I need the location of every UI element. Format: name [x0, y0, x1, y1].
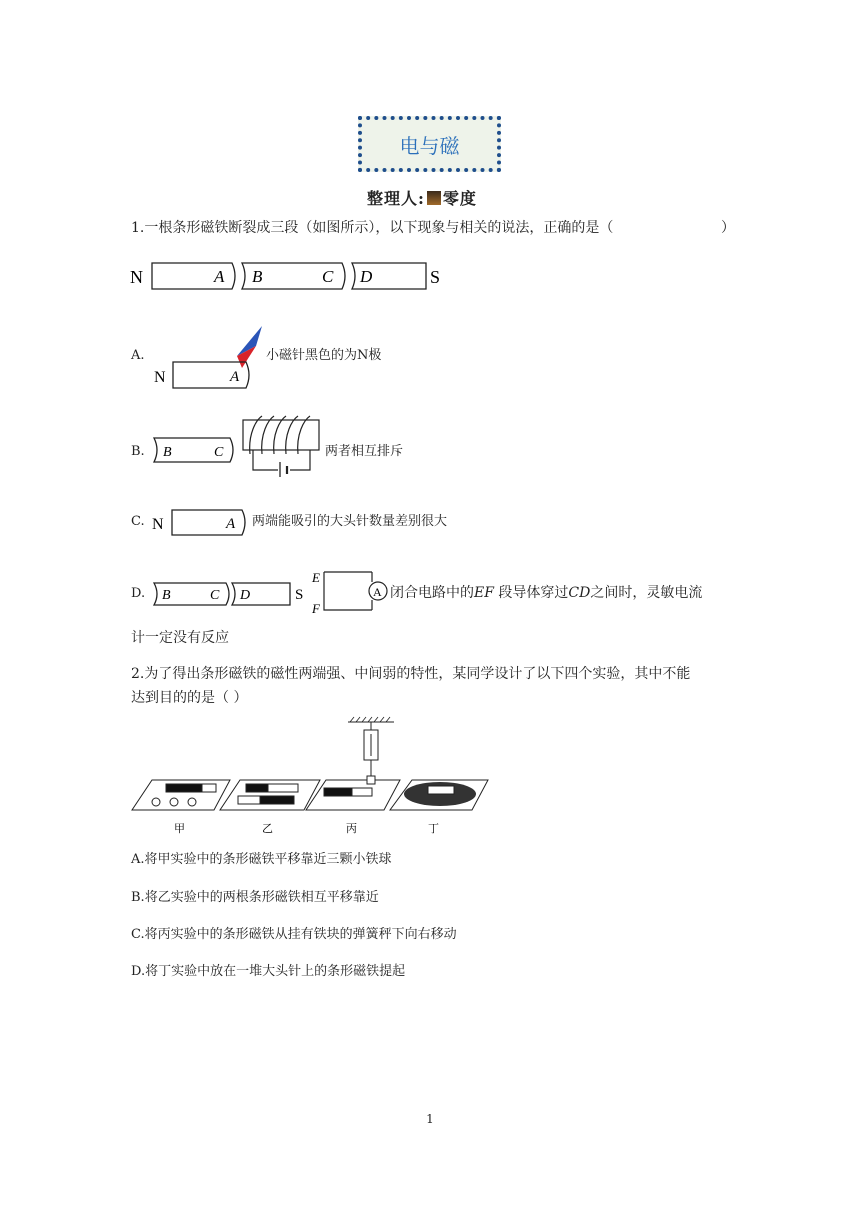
label-b: B	[252, 267, 263, 286]
q2-stem-line1: 2.为了得出条形磁铁的磁性两端强、中间弱的特性，某同学设计了以下四个实验，其中不能	[131, 666, 691, 682]
author-line	[367, 186, 477, 209]
closed-circuit	[324, 572, 372, 610]
svg-text:S: S	[295, 587, 304, 603]
iron-ball-3	[188, 798, 196, 806]
q2-experiments-figure	[128, 716, 498, 838]
iron-ball-1	[152, 798, 160, 806]
q1-stem-end: ）	[721, 220, 735, 236]
q2-stem-line2: 达到目的的是（ ）	[131, 690, 248, 706]
svg-text:B: B	[162, 588, 171, 603]
q1-option-a-text: 小磁针黑色的为N极	[266, 348, 382, 363]
q1-option-c-figure	[150, 505, 252, 539]
svg-text:甲: 甲	[174, 823, 185, 835]
q2-option-c[interactable]: C.将丙实验中的条形磁铁从挂有铁块的弹簧秤下向右移动	[131, 927, 457, 942]
svg-text:E: E	[312, 570, 320, 585]
q2-option-b[interactable]: B.将乙实验中的两根条形磁铁相互平移靠近	[131, 890, 379, 905]
q1-option-d-text-cont: 计一定没有反应	[131, 630, 229, 646]
author-name: 零度	[442, 189, 477, 208]
q1-option-a-letter[interactable]: A.	[131, 348, 145, 363]
page-number: 1	[426, 1112, 434, 1126]
page-title: 电与磁	[399, 133, 460, 158]
q1-broken-magnet-figure	[128, 258, 448, 294]
svg-text:丁: 丁	[428, 823, 439, 835]
svg-text:丙: 丙	[346, 823, 357, 835]
svg-text:N: N	[154, 369, 166, 386]
label-s: S	[430, 267, 441, 287]
svg-text:N: N	[152, 516, 164, 533]
q1-option-c-text: 两端能吸引的大头针数量差别很大	[252, 514, 448, 529]
q2-option-d[interactable]: D.将丁实验中放在一堆大头针上的条形磁铁提起	[131, 964, 406, 979]
q1-stem: 1.一根条形磁铁断裂成三段（如图所示），以下现象与相关的说法，正确的是（	[131, 220, 614, 236]
q1-option-c-letter[interactable]: C.	[131, 514, 145, 529]
author-label: 整理人:	[367, 189, 425, 208]
svg-text:A: A	[373, 585, 382, 599]
q1-option-a-figure	[150, 322, 265, 392]
iron-block	[367, 776, 375, 784]
svg-text:A: A	[230, 369, 240, 385]
label-d: D	[360, 267, 373, 286]
iron-ball-2	[170, 798, 178, 806]
svg-text:C: C	[214, 445, 224, 460]
q1-option-b-figure	[150, 414, 325, 484]
author-logo-icon	[427, 191, 441, 205]
q1-option-d-letter[interactable]: D.	[131, 586, 146, 601]
q2-option-a[interactable]: A.将甲实验中的条形磁铁平移靠近三颗小铁球	[131, 852, 392, 867]
q1-option-b-letter[interactable]: B.	[131, 444, 145, 459]
svg-text:C: C	[210, 588, 220, 603]
svg-text:乙: 乙	[262, 823, 273, 835]
svg-text:B: B	[163, 445, 172, 460]
q1-option-d-text: 闭合电路中的EF 段导体穿过CD之间时，灵敏电流	[390, 585, 703, 601]
q1-option-b-text: 两者相互排斥	[325, 444, 404, 459]
svg-text:D: D	[240, 588, 251, 603]
svg-text:A: A	[226, 516, 236, 532]
svg-text:F: F	[312, 601, 320, 616]
solenoid-coil	[250, 416, 310, 454]
q1-option-d-figure	[150, 566, 390, 616]
title-box	[358, 116, 501, 172]
label-n: N	[130, 267, 143, 287]
label-c: C	[322, 267, 334, 286]
label-a: A	[214, 267, 225, 286]
